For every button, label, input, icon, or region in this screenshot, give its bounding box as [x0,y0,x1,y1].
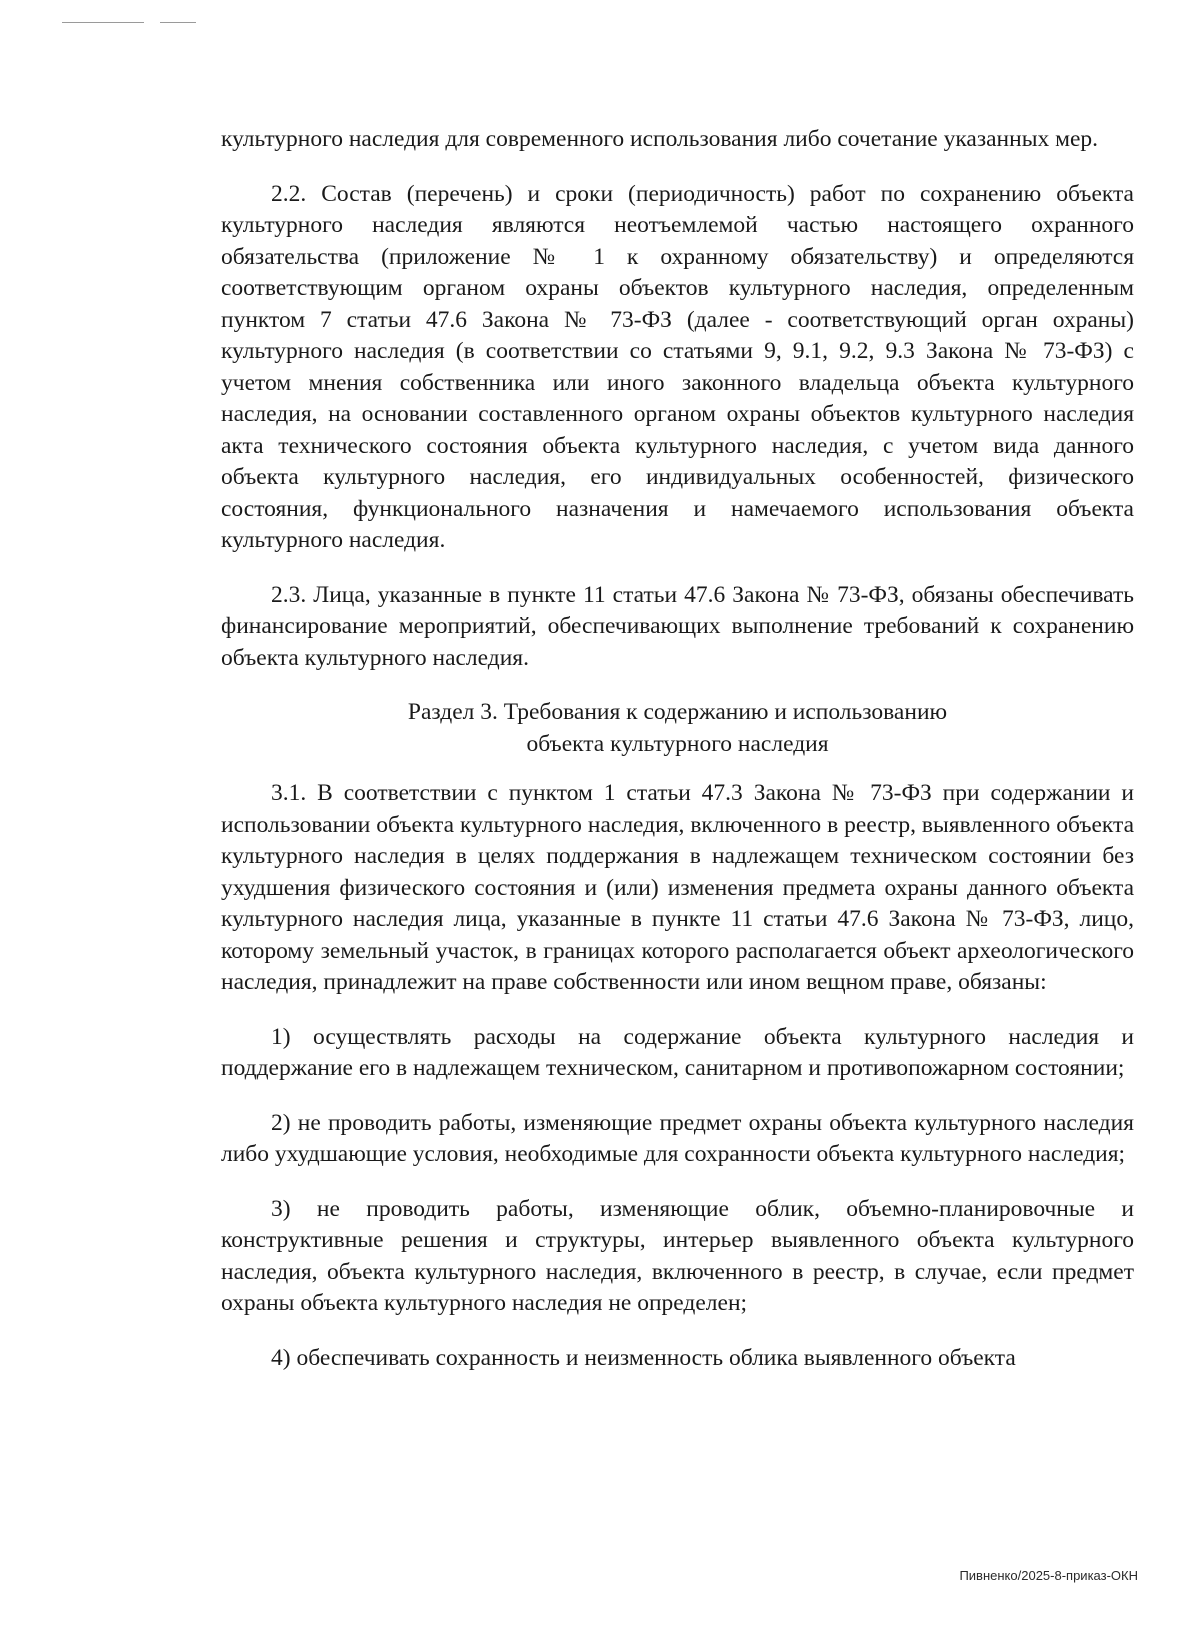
scan-artifact-line [160,22,196,23]
paragraph-3-1: 3.1. В соответствии с пунктом 1 статьи 47.3 Закона № 73-ФЗ при содержании и использовании объекта культурного наследия, включенного в реестр, выявленного объекта культурного наследия в целях поддержания в надлежащем техническом состоянии без ухудшения физического состояния и (или) изменения предмета охраны данного объекта культурного наследия лица, указанные в пункте 11 статьи 47.6 Закона № 73-ФЗ, лицо, которому земельный участок, в границах которого располагается объект археологического наследия, принадлежит на праве собственности или ином вещном праве, обязаны: [221,780,1134,995]
paragraph-2-3: 2.3. Лица, указанные в пункте 11 статьи 47.6 Закона № 73-ФЗ, обязаны обеспечивать финансирование мероприятий, обеспечивающих выполнение требований к сохранению объекта культурного наследия. [221,581,1134,671]
list-item-4: 4) обеспечивать сохранность и неизменность облика выявленного объекта [271,1344,1016,1371]
list-item-1: 1) осуществлять расходы на содержание объекта культурного наследия и поддержание его в надлежащем техническом, санитарном и противопожарном состоянии; [221,1023,1134,1081]
document-body [221,124,1134,1397]
list-item-2: 2) не проводить работы, изменяющие предмет охраны объекта культурного наследия либо ухудшающие условия, необходимые для сохранности объекта культурного наследия; [221,1109,1134,1167]
paragraph-continuation: культурного наследия для современного использования либо сочетание указанных мер. [221,126,1099,152]
scan-artifact-line [62,22,144,23]
section-heading [221,697,1134,760]
list-item-3: 3) не проводить работы, изменяющие облик, объемно-планировочные и конструктивные решения и структуры, интерьер выявленного объекта культурного наследия, объекта культурного наследия, включенного в реестр, в случае, если предмет охраны объекта культурного наследия не определен; [221,1195,1134,1316]
section-heading-line2: объекта культурного наследия [526,730,829,757]
paragraph-2-2: 2.2. Состав (перечень) и сроки (периодичность) работ по сохранению объекта культурного наследия являются неотъемлемой частью настоящего охранного обязательства (приложение № 1 к охранному обязательству) и определяются соответствующим органом охраны объектов культурного наследия, определенным пунктом 7 статьи 47.6 Закона № 73-ФЗ (далее - соответствующий орган охраны) культурного наследия (в соответствии со статьями 9, 9.1, 9.2, 9.3 Закона № 73-ФЗ) с учетом мнения собственника или иного законного владельца объекта культурного наследия, на основании составленного органом охраны объектов культурного наследия акта технического состояния объекта культурного наследия, с учетом вида данного объекта культурного наследия, его индивидуальных особенностей, физического состояния, функционального назначения и намечаемого использования объекта культурного наследия. [221,180,1134,553]
section-heading-line1: Раздел 3. Требования к содержанию и использованию [407,699,948,725]
footer-reference: Пивненко/2025-8-приказ-ОКН [959,1568,1138,1583]
